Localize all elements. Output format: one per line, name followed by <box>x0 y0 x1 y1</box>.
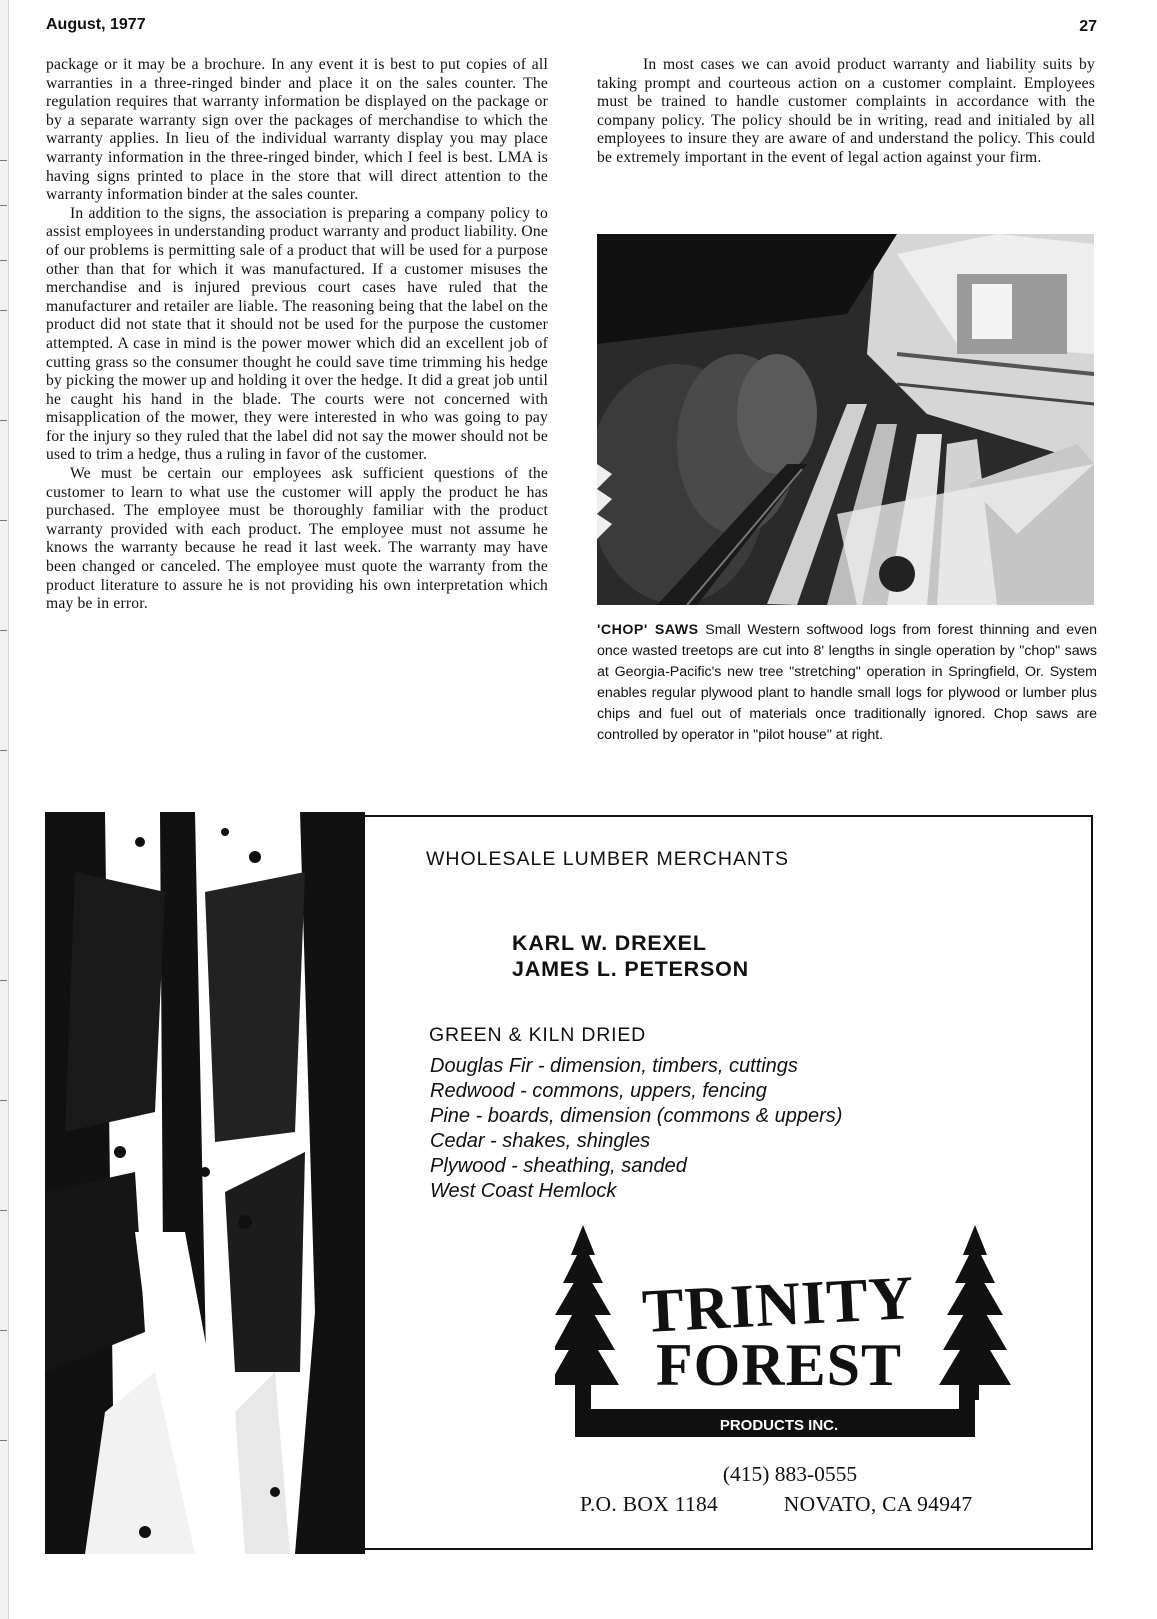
product-item: Cedar - shakes, shingles <box>430 1130 651 1152</box>
page-number: 27 <box>1079 18 1097 35</box>
logo-tagline: PRODUCTS INC. <box>719 1417 839 1434</box>
caption-text: Small Western softwood logs from forest thinning and even once wasted treetops are cut into 8' lengths in single operation by "chop" saws at Georgia-Pacific's new tree "stretching" operation in Springfield, Or. System enables regular plywood plant to handle small logs for plywood or lumber plus chips and fuel out of materials once traditionally ignored. Chop saws are controlled by operator in "pilot house" at right. <box>597 622 1097 743</box>
article-paragraph: In most cases we can avoid product warranty and liability suits by taking prompt and courteous action on a customer complaint. Employees must be trained to handle customer complaints in accordance with the company policy. The policy should be in writing, read and initialed by all employees to insure they are aware of and understand the policy. This could be extremely important in the event of legal action against your firm. <box>597 56 1095 166</box>
contact-name: JAMES L. PETERSON <box>512 957 749 981</box>
ad-subheading: GREEN & KILN DRIED <box>429 1024 647 1046</box>
article-paragraph: In addition to the signs, the association is preparing a company policy to assist employees in understanding product warranty and product liability. One of our problems is permitting sale of a product that will be used for a purpose other than that for which it was manufactured. If a customer misuses the merchandise and is injured previous court cases have ruled that the manufacturer and retailer are liable. The reasoning being that the label on the product did not state that it should not be used for the purpose the customer attempted. A case in mind is the power mower which did an excellent job of cutting grass so the consumer thought he could save time trimming his hedge by picking the mower up and holding it over the hedge. It did a great job until he caught his hand in the blade. The courts were not concerned with misapplication of the mower, they were interested in who was going to pay for the injury so they ruled that the label did not say the mower should not be used to trim a hedge, thus a ruling in favor of the customer. <box>46 204 549 464</box>
po-box: P.O. BOX 1184 <box>580 1492 719 1516</box>
ad-phone: (415) 883-0555 <box>722 1462 858 1486</box>
product-item: Redwood - commons, uppers, fencing <box>430 1080 767 1102</box>
product-item: Pine - boards, dimension (commons & uppers) <box>430 1105 843 1127</box>
product-item: Douglas Fir - dimension, timbers, cuttings <box>430 1055 798 1077</box>
caption-lead: 'CHOP' SAWS <box>597 622 699 638</box>
ad-heading: WHOLESALE LUMBER MERCHANTS <box>426 848 789 870</box>
forest-illustration <box>45 812 365 1554</box>
ad-address <box>580 1492 972 1517</box>
pine-tree-icon <box>555 1225 619 1400</box>
product-list <box>430 1054 842 1204</box>
article-paragraph: We must be certain our employees ask sufficient questions of the customer to learn to what use the customer will apply the product he has purchased. The employee must be thoroughly familiar with the product warranty provided with each product. The employee must not assume he knows the warranty because he read it last week. The warranty may have been changed or canceled. The employee must quote the warranty from the product literature to assure he is not providing his own interpretation which may be in error. <box>46 465 548 613</box>
photo-caption <box>597 620 1097 746</box>
article-paragraph: package or it may be a brochure. In any event it is best to put copies of all warranties in a three-ringed binder and place it on the sales counter. The regulation requires that warranty information be displayed on the package or by a separate warranty sign over the packages of merchandise to which the warranty applies. In lieu of the individual warranty display you may place warranty information in the three-ringed binder, which I feel is best. LMA is having signs printed to place in the store that will direct attention to the warranty information binder at the sales counter. <box>46 56 548 204</box>
product-item: West Coast Hemlock <box>430 1180 617 1202</box>
issue-date: August, 1977 <box>46 16 146 33</box>
ad-contact-names <box>512 930 749 982</box>
article-left-column <box>46 56 548 614</box>
logo-word-trinity: TRINITY <box>640 1263 917 1347</box>
pine-tree-icon <box>939 1225 1011 1400</box>
city-state-zip: NOVATO, CA 94947 <box>783 1492 973 1516</box>
product-item: Plywood - sheathing, sanded <box>430 1155 687 1177</box>
logo-word-forest: FOREST <box>655 1332 903 1398</box>
chop-saws-photo <box>597 234 1094 605</box>
article-right-column <box>597 56 1095 168</box>
binding-margin <box>0 0 9 1619</box>
contact-name: KARL W. DREXEL <box>512 931 707 955</box>
trinity-forest-logo <box>555 1225 1015 1440</box>
